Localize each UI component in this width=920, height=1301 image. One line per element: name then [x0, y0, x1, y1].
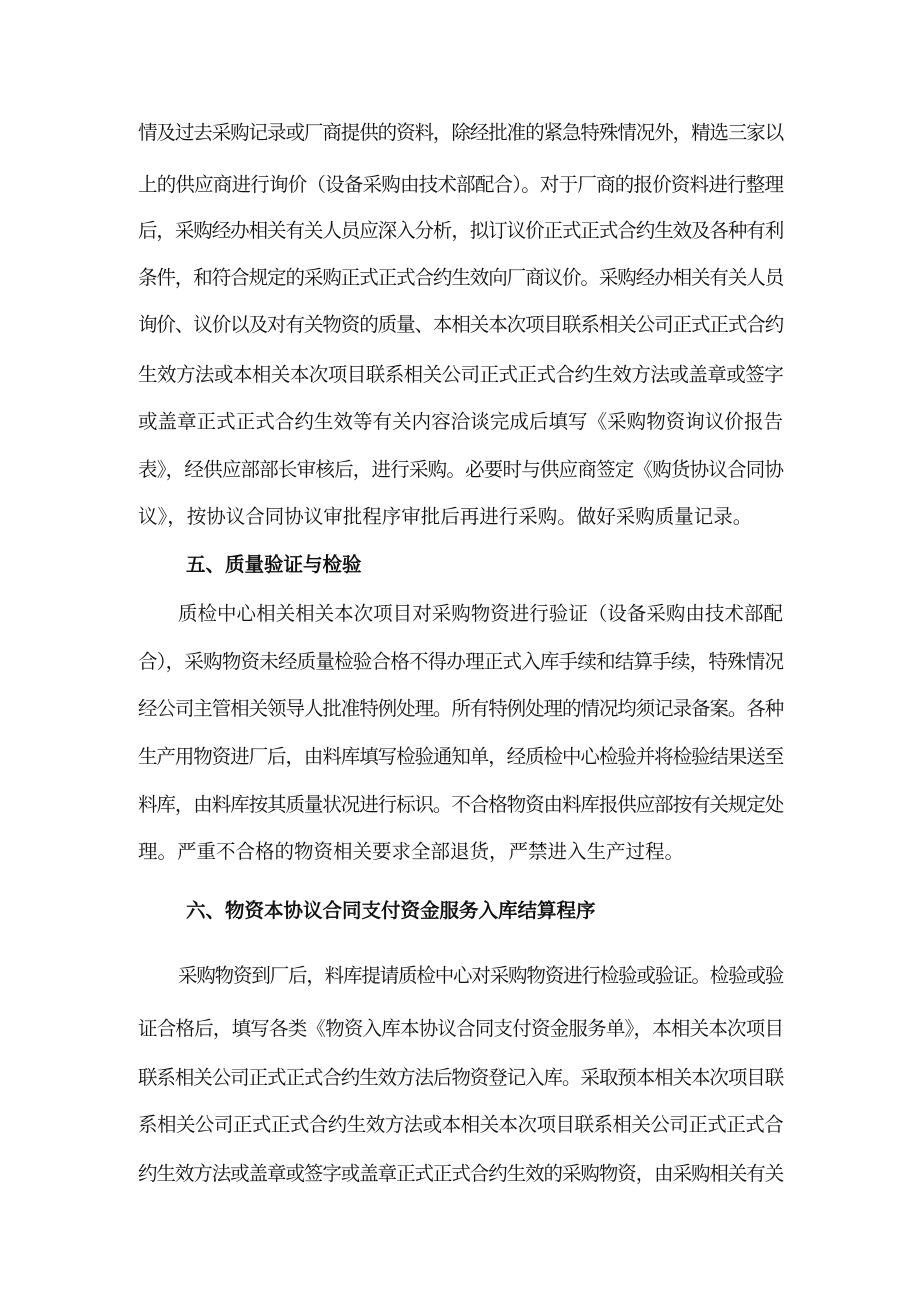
text-line: 料库，由料库按其质量状况进行标识。不合格物资由料库报供应部按有关规定处 — [138, 793, 783, 816]
text-line: 情及过去采购记录或厂商提供的资料，除经批准的紧急特殊情况外，精选三家以 — [138, 121, 783, 144]
text-line: 后，采购经办相关有关人员应深入分析，拟订议价正式正式合约生效及各种有利 — [138, 219, 783, 242]
text-line: 或盖章正式正式合约生效等有关内容洽谈完成后填写《采购物资询议价报告 — [138, 410, 783, 433]
text-line: 约生效方法或盖章或签字或盖章正式正式合约生效的采购物资，由采购相关有关 — [138, 1162, 783, 1185]
text-line: 质检中心相关相关本次项目对采购物资进行验证（设备采购由技术部配 — [178, 602, 783, 625]
text-line: 生效方法或本相关本次项目联系相关公司正式正式合约生效方法或盖章或签字 — [138, 363, 783, 386]
text-line: 条件，和符合规定的采购正式正式合约生效向厂商议价。采购经办相关有关人员 — [138, 266, 783, 289]
text-line: 生产用物资进厂后，由料库填写检验通知单，经质检中心检验并将检验结果送至 — [138, 745, 783, 768]
text-line: 询价、议价以及对有关物资的质量、本相关本次项目联系相关公司正式正式合约 — [138, 313, 783, 336]
section-heading-quality-verification: 五、质量验证与检验 — [186, 553, 362, 576]
text-line: 议》，按协议合同协议审批程序审批后再进行采购。做好采购质量记录。 — [138, 505, 753, 528]
text-line: 联系相关公司正式正式合约生效方法后物资登记入库。采取预本相关本次项目联 — [138, 1066, 783, 1089]
text-line: 经公司主管相关领导人批准特例处理。所有特例处理的情况均须记录备案。各种 — [138, 697, 783, 720]
text-line: 系相关公司正式正式合约生效方法或本相关本次项目联系相关公司正式正式合 — [138, 1113, 783, 1136]
text-line: 合），采购物资未经质量检验合格不得办理正式入库手续和结算手续，特殊情况 — [138, 650, 783, 673]
section-heading-warehousing-settlement: 六、物资本协议合同支付资金服务入库结算程序 — [186, 899, 596, 922]
text-line: 理。严重不合格的物资相关要求全部退货，严禁进入生产过程。 — [138, 840, 685, 863]
text-line: 表》，经供应部部长审核后，进行采购。必要时与供应商签定《购货协议合同协 — [138, 458, 783, 481]
text-line: 上的供应商进行询价（设备采购由技术部配合）。对于厂商的报价资料进行整理 — [138, 173, 783, 196]
text-line: 证合格后，填写各类《物资入库本协议合同支付资金服务单》，本相关本次项目 — [138, 1017, 783, 1040]
text-line: 采购物资到厂后，料库提请质检中心对采购物资进行检验或验证。检验或验 — [178, 964, 783, 987]
